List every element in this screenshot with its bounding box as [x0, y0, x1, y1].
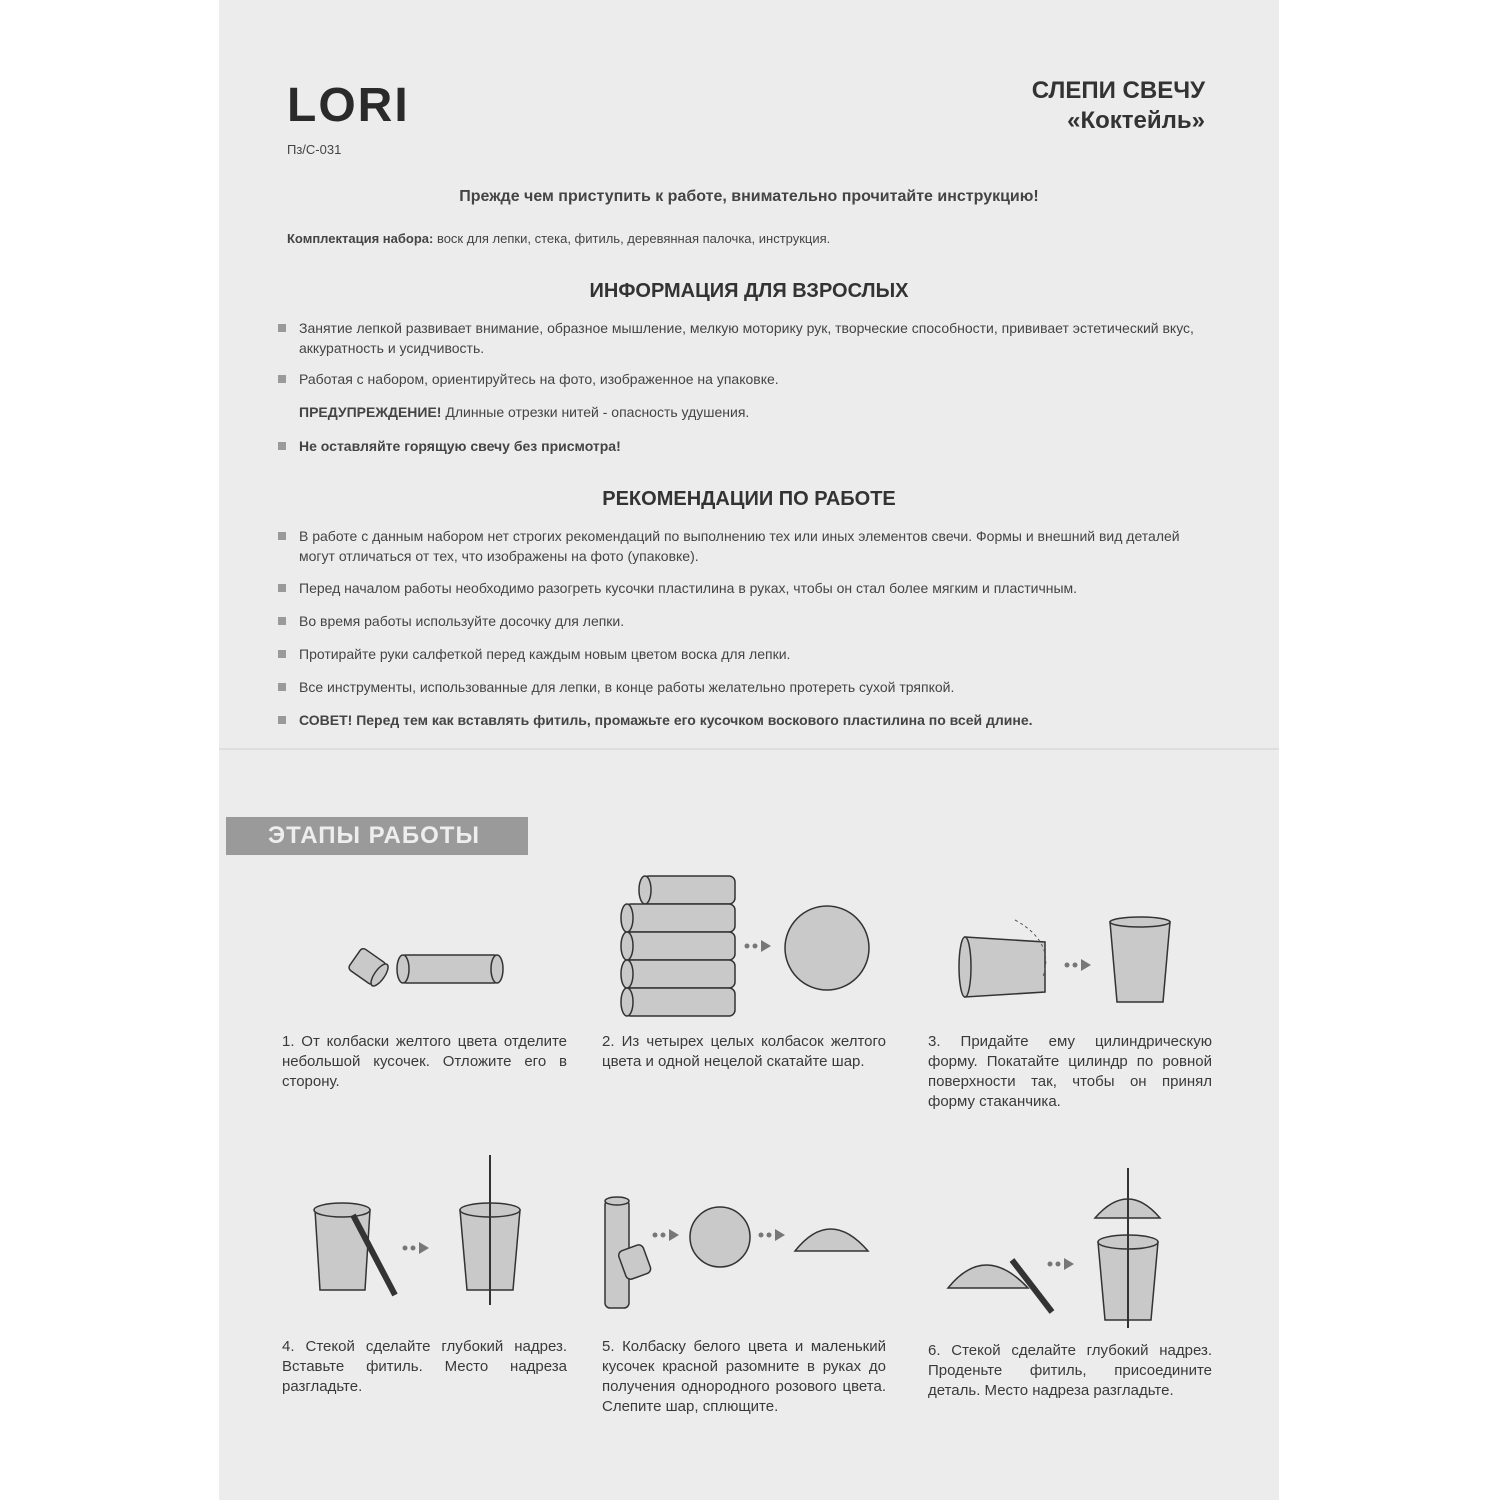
step-4-text: 4. Стекой сделайте глубокий надрез. Вставьте фитиль. Место надреза разгладьте.: [282, 1338, 567, 1395]
adults-warning: [278, 402, 1203, 422]
recommend-item-1: В работе с данным набором нет строгих рекомендаций по выполнению тех или иных элементов свечи. Формы и внешний вид деталей могут отличаться от тех, что изображены на фото (упаковке).: [278, 526, 1203, 566]
step5-illustration: [600, 1195, 875, 1310]
bullet-icon: [278, 442, 286, 450]
kit-contents: [287, 231, 830, 246]
bullet-icon: [278, 324, 286, 332]
adults-item-2: Работая с набором, ориентируйтесь на фото, изображенное на упаковке.: [278, 369, 1203, 389]
recommend-item-3: Во время работы используйте досочку для лепки.: [278, 611, 1203, 631]
recommend-item-5: Все инструменты, использованные для лепки, в конце работы желательно протереть сухой тряпкой.: [278, 677, 1203, 697]
step3-illustration: [955, 912, 1185, 1012]
step-2-text: 2. Из четырех целых колбасок желтого цвета и одной нецелой скатайте шар.: [602, 1033, 886, 1070]
adults-item-1: Занятие лепкой развивает внимание, образное мышление, мелкую моторику рук, творческие способности, прививает эстетический вкус, аккуратность и усидчивость.: [278, 318, 1203, 358]
bullet-icon: [278, 650, 286, 658]
brand-logo: LORI: [287, 79, 410, 132]
step-1-text: 1. От колбаски желтого цвета отделите небольшой кусочек. Отложите его в сторону.: [282, 1033, 567, 1090]
bullet-icon: [278, 683, 286, 691]
kit-label: Комплектация набора:: [287, 231, 434, 246]
product-code: Пз/С-031: [287, 142, 342, 157]
fold-line: [219, 748, 1279, 750]
recommend-item-6: СОВЕТ! Перед тем как вставлять фитиль, промажьте его кусочком воскового пластилина по всей длине.: [278, 710, 1203, 730]
warning-label: ПРЕДУПРЕЖДЕНИЕ!: [299, 404, 442, 420]
recommend-heading: РЕКОМЕНДАЦИИ ПО РАБОТЕ: [602, 488, 896, 510]
step4-illustration: [305, 1155, 535, 1305]
step-6-text: 6. Стекой сделайте глубокий надрез. Проденьте фитиль, присоедините деталь. Место надреза разгладьте.: [928, 1342, 1212, 1399]
recommend-item-4: Протирайте руки салфеткой перед каждым новым цветом воска для лепки.: [278, 644, 1203, 664]
product-title: [1032, 76, 1205, 136]
bullet-icon: [278, 716, 286, 724]
title-line-2: «Коктейль»: [1067, 107, 1205, 134]
step-5-text: 5. Колбаску белого цвета и маленький кусочек красной разомните в руках до получения однородного розового цвета. Слепите шар, сплющите.: [602, 1338, 886, 1415]
step2-illustration: [615, 870, 875, 1025]
adults-heading: ИНФОРМАЦИЯ ДЛЯ ВЗРОСЛЫХ: [589, 280, 909, 302]
adults-item-3: Не оставляйте горящую свечу без присмотра!: [278, 436, 1203, 456]
bullet-icon: [278, 584, 286, 592]
recommend-item-2: Перед началом работы необходимо разогреть кусочки пластилина в руках, чтобы он стал более мягким и пластичным.: [278, 578, 1203, 598]
bullet-icon: [278, 617, 286, 625]
bullet-icon: [278, 532, 286, 540]
step-3-text: 3. Придайте ему цилиндрическую форму. Покатайте цилиндр по ровной поверхности так, чтобы он принял форму стаканчика.: [928, 1033, 1212, 1110]
kit-text: воск для лепки, стека, фитиль, деревянная палочка, инструкция.: [433, 231, 831, 246]
stages-heading: ЭТАПЫ РАБОТЫ: [226, 817, 528, 855]
title-line-1: СЛЕПИ СВЕЧУ: [1031, 77, 1205, 104]
step1-illustration: [345, 935, 515, 995]
lead-warning: Прежде чем приступить к работе, внимательно прочитайте инструкцию!: [459, 188, 1039, 205]
step6-illustration: [940, 1160, 1170, 1330]
bullet-icon: [278, 375, 286, 383]
warning-text: Длинные отрезки нитей - опасность удушения.: [441, 404, 750, 420]
